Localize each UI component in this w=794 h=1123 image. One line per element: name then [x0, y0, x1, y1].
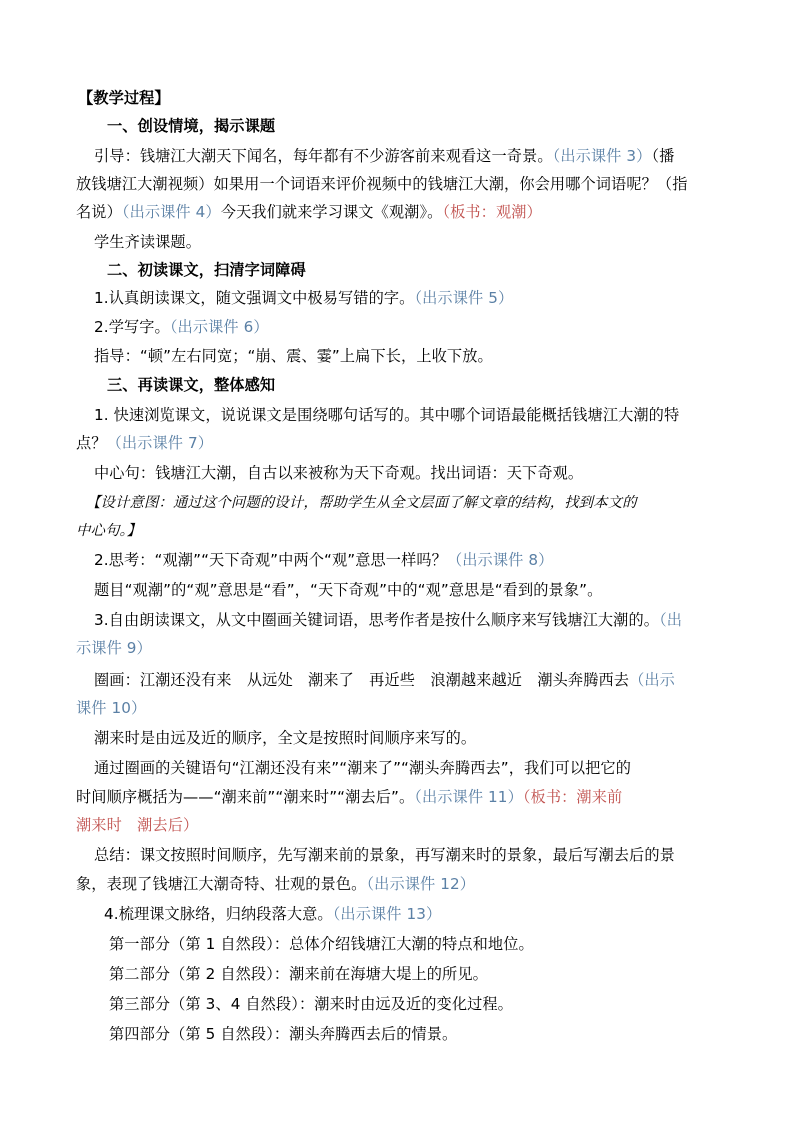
q2-text: 2.思考：“观潮”“天下奇观”中两个“观”意思一样吗？: [94, 551, 447, 569]
courseware-ref-6: （出示课件 6）: [169, 318, 269, 336]
courseware-ref-9a: （出: [659, 611, 683, 629]
courseware-ref-4: （出示课件 4）: [121, 203, 221, 221]
center-sentence: 中心句：钱塘江大潮，自古以来被称为天下奇观。找出词语：天下奇观。: [94, 464, 584, 482]
courseware-ref-5: （出示课件 5）: [414, 289, 514, 307]
section-3-title: 三、再读课文，整体感知: [107, 376, 276, 394]
q3-text: 3.自由朗读课文，从文中圈画关键词语，思考作者是按什么顺序来写钱塘江大潮的。: [94, 611, 660, 629]
section-2-title: 二、初读课文，扫清字词障碍: [107, 261, 306, 279]
courseware-ref-9b: 示课件 9）: [76, 639, 152, 657]
item-1-text: 1.认真朗读课文，随文强调文中极易写错的字。: [94, 289, 415, 307]
part-1: 第一部分（第 1 自然段）：总体介绍钱塘江大潮的特点和地位。: [109, 935, 534, 953]
board-note-a: （板书：潮来前: [522, 788, 623, 806]
part-3: 第三部分（第 3、4 自然段）：潮来时由远及近的变化过程。: [109, 995, 513, 1013]
intro-text-3b: 今天我们就来学习课文《观潮》。: [220, 203, 443, 221]
question-2-answer: 题目“观潮”的“观”意思是“看”，“天下奇观”中的“观”意思是“看到的景象”。: [94, 581, 603, 599]
intro-text-3a: 名说）: [76, 203, 122, 221]
courseware-ref-7: （出示课件 7）: [106, 434, 213, 452]
conclusion-line-1: 总结：课文按照时间顺序，先写潮来前的景象，再写潮来时的景象，最后写潮去后的景: [94, 846, 675, 864]
conclusion-text-2: 象，表现了钱塘江大潮奇特、壮观的景色。: [76, 875, 367, 893]
section-2-item-1: [94, 288, 744, 308]
part-2: 第二部分（第 2 自然段）：潮来前在海塘大堤上的所见。: [109, 965, 488, 983]
courseware-ref-3: （出示课件 3）: [552, 147, 652, 165]
summary-line-1: 通过圈画的关键语句“江潮还没有来”“潮来了”“潮头奔腾西去”，我们可以把它的: [94, 759, 632, 777]
part-4: 第四部分（第 5 自然段）：潮头奔腾西去后的情景。: [109, 1025, 458, 1043]
section-1-title: 一、创设情境，揭示课题: [107, 117, 276, 135]
courseware-ref-11: （出示课件 11）: [414, 788, 523, 806]
courseware-ref-10a: （出示: [629, 671, 675, 689]
item-2-text: 2.学写字。: [94, 318, 170, 336]
read-title-line: 学生齐读课题。: [94, 233, 202, 251]
intro-line-3: [76, 202, 726, 222]
courseware-ref-12: （出示课件 12）: [366, 875, 476, 893]
circle-line-1: [94, 670, 744, 690]
board-note-guanchao: （板书：观潮）: [442, 203, 542, 221]
time-order-sentence: 潮来时是由远及近的顺序，全文是按照时间顺序来写的。: [94, 729, 477, 747]
courseware-ref-8: （出示课件 8）: [446, 551, 554, 569]
intro-text: 引导：钱塘江大潮天下闻名，每年都有不少游客前来观看这一奇景。: [94, 147, 553, 165]
circle-text: 圈画：江潮还没有来 从远处 潮来了 再近些 浪潮越来越近 潮头奔腾西去: [94, 671, 630, 689]
intro-text-tail: （播: [651, 147, 675, 165]
question-2: [94, 550, 744, 570]
courseware-ref-10b: 课件 10）: [76, 699, 147, 717]
design-intent-line-1: 【设计意图：通过这个问题的设计，帮助学生从全文层面了解文章的结构，找到本文的: [86, 495, 637, 511]
writing-guide: 指导：“顿”左右同宽；“崩、震、霎”上扁下长，上收下放。: [94, 347, 493, 365]
q4-text: 4.梳理课文脉络，归纳段落大意。: [104, 905, 333, 923]
section-2-item-2: [94, 317, 744, 337]
summary-text-2: 时间顺序概括为——“潮来前”“潮来时”“潮去后”。: [76, 788, 415, 806]
teaching-process-heading: 【教学过程】: [78, 89, 170, 107]
question-1-line-2: [76, 433, 726, 453]
question-4: [104, 904, 754, 924]
intro-line-2: 放钱塘江大潮视频）如果用一个词语来评价视频中的钱塘江大潮，你会用哪个词语呢？（指: [76, 175, 688, 193]
intro-line-1: [94, 146, 744, 166]
design-intent-line-2: 中心句。】: [76, 523, 142, 539]
question-1-line-1: 1. 快速浏览课文，说说课文是围绕哪句话写的。其中哪个词语最能概括钱塘江大潮的特: [94, 406, 680, 424]
question-3-line-1: [94, 610, 744, 630]
q1-text-2: 点？: [76, 434, 107, 452]
summary-line-2: [76, 787, 726, 807]
courseware-ref-13: （出示课件 13）: [332, 905, 442, 923]
board-note-b: 潮来时 潮去后）: [76, 816, 199, 834]
conclusion-line-2: [76, 874, 726, 894]
